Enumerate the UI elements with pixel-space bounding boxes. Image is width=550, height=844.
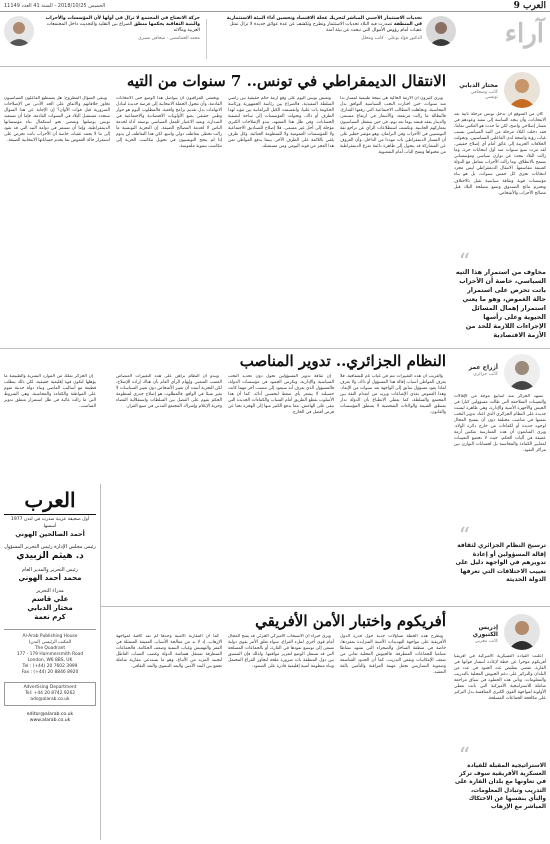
header-rule [0,66,550,67]
top-bar [0,0,550,12]
promo-1-headline: تحديات الاستثمار الأجنبي المباشر لتحريك عجلة الاقتصاد وتحسين أداء البيئة الاستثمارية في المنطقة [226,16,422,27]
quote-mark-icon: “ [458,744,470,769]
promo-2-headline: حركة الانفتاح في المجتمع لا تزال في أولها لأن المؤسسات والأحزاب والبنية الثقافية يحكمها منطق [45,16,200,27]
promo-1-body: تصدرت فيه البلاد تحديات الاستثمار وتطرح وتكشف عن عدة عوائق جديدة لا تزال تمثل عقبات أمام رؤوس الأموال التي تبحث عن بيئة آمنة [229,22,422,33]
page-header [0,13,550,65]
article-3-headline[interactable]: أفريكوم واختبار الأمن الأفريقي [255,612,446,630]
promo-2-author-photo [4,16,34,46]
section-title: آراء [504,19,544,49]
promo-1-author: الدكتور فؤاد بوعلي [387,36,422,41]
article-2-col-4: ويبدو أن النظام يراهن على هذه التغييرات لامتصاص الغضب الشعبي وإيهام الرأي العام بأن هناك إرادة للإصلاح، لكن التجربة أثبتت أن تغيير الأشخاص دون تغيير السياسات لا يغير شيئا في الواقع. فالمطلوب هو إصلاح جذري لمنظومة الحكم يقوم على الفصل بين السلطات واستقلالية القضاء وحرية الإعلام وإشراك المجتمع المدني في صنع القرار. [116,374,222,410]
masthead-logo: العرب [4,488,96,515]
article-2-pull-quote: ترسيخ النظام الجزائري لثقافة إقالة المسؤولين أو إعادة تدويرهم في الواجهة دليل على تغييب الاختلافات التي تعرفها الدولة الحديثة [455,542,546,583]
advertising-box: Advertising Department Tel: +44 20 8742 9262 ads@alarab.co.uk [4,682,96,706]
masthead-address: Al-Arab Publishing House المكتب الرئيسي (لندن) The Quadrant 177 - 179 Hammersmith Road London, W6 8BS, UK Tel : (+44) 20 7602 3999 Fax : (+44) 20 8846 8920 [4,629,96,676]
editor-email-link[interactable]: editor@alarab.co.uk [26,712,74,717]
deputy-name: كرم نعمة [34,613,66,621]
article-2-author-name: أزراج عمر [468,364,498,371]
article-1-col-3: وتعيش تونس اليوم على وقع أزمة حكم حقيقية بين رأسي السلطة التنفيذية، فالصراع بين رئاسة الجمهورية ورئاسة الحكومة بات علنيا، وانقسمت الكتل البرلمانية بين مؤيد لهذا الطرف أو ذاك، وتحولت المؤسسات إلى ساحة لتصفية الحسابات. وفي ظل هذا المشهد، تبدو الإصلاحات الكبرى مؤجلة إلى أجل غير مسمى، فلا إصلاح للصناديق الاجتماعية ولا للمؤسسات العمومية ولا للمنظومة الجبائية، وكل طرف يلقي باللائمة على الطرف الآخر، بينما يدفع المواطن ثمن هذا العجز من قوته اليومي ومن مستقبله. [228,96,334,150]
article-1-headline[interactable]: الانتقال الديمقراطي في تونس.. 7 سنوات من التيه [126,72,446,90]
promo-2-body: الصراع بين التقليد والتحديث داخل المجتمعات العربية ومآلاته [46,22,200,33]
article-2-col-1: تشهد الجزائر منذ أسابيع موجة من الإقالات والتعيينات المتلاحقة التي طالت مسؤولين كبارا في الجيش والأجهزة الأمنية والإدارة، وهي ظاهرة ليست جديدة على النظام الجزائري الذي اعتاد تدوير النخب نفسها في مناصب مختلفة دون أن يفسح المجال لوجوه جديدة أو لكفاءات من خارج دائرة الولاء. ويرى المتابعون أن هذه الممارسة تعكس أزمة عميقة في آليات الحكم، حيث لا تخضع التعيينات لمعايير الكفاءة والمحاسبة بل لحسابات التوازن بين مراكز النفوذ. [454,394,546,454]
promo-story-1[interactable]: تحديات الاستثمار الأجنبي المباشر لتحريك عجلة الاقتصاد وتحسين أداء البيئة الاستثمارية في المنطقة تصدرت فيه البلاد تحديات الاستثمار وتطرح وتكشف عن عدة عوائق جديدة لا تزال تمثل عقبات أمام رؤوس الأموال التي تبحث عن بيئة آمنة الدكتور فؤاد بوعلي · كاتب ومحلل [226,16,456,62]
deputies-label: مدراء التحرير [36,588,64,594]
article-3-col-3: ويرى خبراء أن الانسحاب الأميركي الجزئي قد يفتح المجال أمام قوى أخرى لملء الفراغ، سواء تعلق الأمر بقوى دولية تسعى إلى توسيع نفوذها في القارة، أو بالجماعات المسلحة التي قد تستغل الوضع لتعزيز مواقعها. ولذلك فإن التنسيق بين دول المنطقة بات ضرورة ملحة لتجاوز الفراغ المحتمل وبناء منظومة أمنية إقليمية قادرة على الصمود. [228,634,334,670]
article-3-author-name: إدريس الكنبوري [472,624,498,638]
article-3-col-2: وتطرح هذه الخطة تساؤلات جدية حول قدرة الدول الأفريقية على مواجهة التهديدات الأمنية المتزايدة بمفردها، خاصة في منطقة الساحل والصحراء التي تشهد نشاطا متناميا للجماعات المتطرفة. فالجيوش المحلية تعاني من ضعف الإمكانيات ونقص التدريب، كما أن الحدود الشاسعة وصعوبة التضاريس تجعل مهمة المراقبة والتأمين بالغة التعقيد. [340,634,446,676]
masthead-since: أول صحيفة عربية صدرت في لندن 1977 [10,517,90,522]
article-1-col-1: كان من المتوقع أن تدخل تونس مرحلة ثانية بعد الانتخابات، وأن يتجه الساسة إلى تنفيذ وعودهم في مسار إصلاحي واضح، لكن ما حدث هو العكس تماما، فقد دخلت البلاد مرحلة من التيه السياسي بسبب غياب رؤية واضحة لدى الفاعلين السياسيين، وتحولت الخلافات الحزبية إلى عائق أمام أي إصلاح حقيقي. لقد مرت سبع سنوات منذ أول انتخابات حرة، وما زالت البلاد تبحث عن توازن سياسي ومؤسساتي يسمح بالانطلاق، وما زالت الأحزاب تتعامل مع الدولة كغنيمة تتقاسمها. الانتقال الديمقراطي ليس مجرد انتخابات تجرى كل خمس سنوات، بل هو بناء مؤسسات قوية وثقافة سياسية تقبل بالاختلاف وتحترم نتائج الصندوق وتضع مصلحة البلاد قبل مصالح الأحزاب والأشخاص. [454,112,546,196]
founder-name: أحمد الصالحين الهوني [15,530,85,538]
article-1-author-photo [504,72,540,108]
promo-1-author-photo [426,16,456,46]
editor-label: رئيس التحرير والمدير العام [22,567,78,573]
article-2-col-5: إن الجزائر تملك من الموارد البشرية والطبيعية ما يؤهلها لتكون قوة إقليمية حقيقية، لكن ذلك يتطلب قطيعة مع أساليب الماضي وبناء دولة حديثة تقوم على المواطنة والكفاءة والمحاسبة، وهي الشروط التي ما زالت غائبة في ظل استمرار منطق تدوير المناصب. [4,374,96,410]
article-divider [100,606,550,607]
article-2-headline[interactable]: النظام الجزائري.. تدوير المناصب [239,352,446,370]
article-3-byline [458,624,498,644]
founder-label: أسسها [43,524,57,529]
promo-2-author: محمد الحمامصي [169,36,200,41]
date-line: الخميس 2018/10/25 - السنة 41 العدد 11149 [4,2,106,9]
promo-story-2[interactable]: حركة الانفتاح في المجتمع لا تزال في أولها لأن المؤسسات والأحزاب والبنية الثقافية يحكمها منطق الصراع بين التقليد والتحديث داخل المجتمعات العربية ومآلاته محمد الحمامصي · صحافي مصري [4,16,200,62]
article-1-pull-quote: مخاوف من استمرار هذا التيه السياسي، خاصة أن الأحزاب باتت تحرص على استمرار حالة الغموض، وهو ما يعني استمرار إهمال المسائل الحيوية وعلى رأسها الإجراءات اللازمة للحد من الأزمة الاقتصادية [455,268,546,339]
deputy-name: مختار الدبابي [27,604,73,612]
article-1-col-2: ويرى كثيرون أن الأزمة الحالية هي نتيجة طبيعية لمسار بدأ منذ سنوات، حين اختارت النخب السياسية التوافق بدل المحاسبة، وتجاهلت المطالب الاجتماعية التي رفعها الشارع. فالبطالة ما زالت مرتفعة، والأسعار في ارتفاع مستمر، والدينار يفقد قيمته يوما بعد يوم، في حين ينشغل السياسيون بمعاركهم الجانبية. وتكشف استطلاعات الرأي عن تراجع ثقة التونسيين في الأحزاب وفي البرلمان، وهو مؤشر خطير على أن المسار الديمقراطي بات مهددا من الداخل، وأن العزوف عن المشاركة قد يتحول إلى ظاهرة دائمة تفرغ الديمقراطية من محتواها وتفتح الباب أمام الشعبوية. [340,96,446,156]
quote-mark-icon: “ [458,250,470,275]
header-divider [206,19,207,59]
website-link[interactable]: www.alarab.co.uk [29,718,71,723]
article-1-author-name: مختار الدبابي [459,82,498,89]
article-divider [0,348,550,349]
article-3-author-photo [504,614,540,650]
newspaper-logo-page: العرب 9 [513,0,546,11]
article-1-byline [458,82,498,100]
promo-2-author-role: صحافي مصري [138,36,166,41]
article-2-col-3: إن ثقافة تدوير المسؤولين تحول دون تجديد النخب السياسية والإدارية، وتكرس الجمود في مؤسسات الدولة، فالمسؤول الذي يعرف أنه سيعود إلى منصب آخر مهما كانت حصيلته لا يشعر بأي ضغط لتحسين أدائه. كما أن هذا الأسلوب يقطع الطريق أمام الشباب والكفاءات الجديدة التي تبقى على الهامش، مما يدفع الكثير منها إلى الهجرة بحثا عن فرص أفضل في الخارج. [228,374,334,416]
masthead-box [4,488,96,840]
chairman-label: رئيس مجلس الإدارة رئيس التحرير المسؤول [4,544,96,550]
article-3-author-role: كاتب مغربي [474,639,498,644]
editor-name: محمد أحمد الهوني [18,574,82,582]
promo-1-author-role: كاتب ومحلل [361,36,384,41]
chairman-name: د. هيثم الزبيدي [16,551,84,561]
article-2-col-2: والغريب أن هذه التغييرات تتم في غياب تام للشفافية، فلا يعرف المواطن أسباب إقالة هذا المسؤول أو ذاك، ولا يعرف لماذا يعود مسؤول سابق إلى الواجهة بعد سنوات من الإبعاد. وهذا الغموض يغذي الإشاعات ويزيد من انعدام الثقة بين المجتمع والسلطة، كما يعطي الانطباع بأن الدولة تدار بمنطق الغنيمة والولاءات الشخصية لا بمنطق المؤسسات والقانون. [340,374,446,416]
article-3-pull-quote: الاستراتيجية المقبلة للقيادة العسكرية الأفريقية سوف تركز في تعاونها مع بلدان القارة على التدريب وتبادل المعلومات، والنأي بنفسها عن الاحتكاك المباشر مع الإرهاب [455,763,546,811]
masthead-divider [100,484,101,840]
article-2-author-photo [504,354,540,390]
article-2-byline [458,364,498,377]
article-1-col-5: ويبقى السؤال المطروح: هل يستطيع الفاعلون السياسيون تجاوز خلافاتهم والاتفاق على الحد الأدنى من الإصلاحات الضرورية قبل فوات الأوان؟ إن الإجابة عن هذا السؤال ستحدد مستقبل البلاد في السنوات القادمة، فإما أن تستعيد تونس بوصلتها وتمضي نحو استكمال بناء مؤسساتها الديمقراطية، وإما أن تستمر في دوامة التيه التي قد تقود إلى ما لا يحمد عقباه، خاصة أن الأحزاب باتت تحرص على استمرار حالة الغموض بما يخدم حساباتها الانتخابية الضيقة. [4,96,110,144]
article-1-author-role: كاتب وصحافي تونسي [470,90,498,100]
article-2-author-role: كاتب جزائري [473,372,498,377]
deputy-name: علي قاسم [31,595,69,603]
quote-mark-icon: “ [458,524,470,549]
article-3-col-4: كما أن المقاربة الأمنية وحدها لم تعد كافية لمواجهة الإرهاب، إذ لا بد من معالجة الأسباب العميقة المتمثلة في الفقر والتهميش وغياب التنمية وضعف الحكامة. فالجماعات المتطرفة تستغل هشاشة الدولة وغضب الشباب العاطل لتجنيد المزيد من الأتباع، وهو ما يستدعي مقاربة شاملة تجمع بين البعد الأمني والبعد التنموي والبعد الثقافي. [116,634,222,670]
article-1-col-4: ويخشى المراقبون أن يتواصل هذا الوضع حتى الانتخابات القادمة، وأن تتحول الحملة الانتخابية إلى فرصة جديدة لتبادل الاتهامات بدل تقديم برامج واقعية. فالمطلوب اليوم هو حوار وطني حقيقي يضع الأولويات الاقتصادية والاجتماعية في الصدارة، ويعيد الاعتبار للعمل السياسي بوصفه أداة لخدمة الناس لا لخدمة المصالح الضيقة. إن التجربة التونسية ما زالت تحظى بتعاطف دولي واسع، لكن هذا التعاطف لن يدوم إذا لم ينجح التونسيون في تحويل مكاسب الحرية إلى مكاسب تنموية ملموسة. [116,96,222,150]
article-3-col-1: أعلنت القيادة العسكرية الأميركية في أفريقيا أفريكوم مؤخرا عن خطة لإعادة انتشار قواتها في القارة، تقضي بتقليص عدد الجنود في عدد من البلدان والتركيز على دعم الجيوش المحلية بالتدريب والمعلومات. وتأتي هذه الخطوة في سياق مراجعة شاملة للاستراتيجية الأميركية التي باتت تعطي الأولوية لمواجهة القوى الكبرى المنافسة بدل التركيز على مكافحة الجماعات المسلحة. [454,654,546,702]
